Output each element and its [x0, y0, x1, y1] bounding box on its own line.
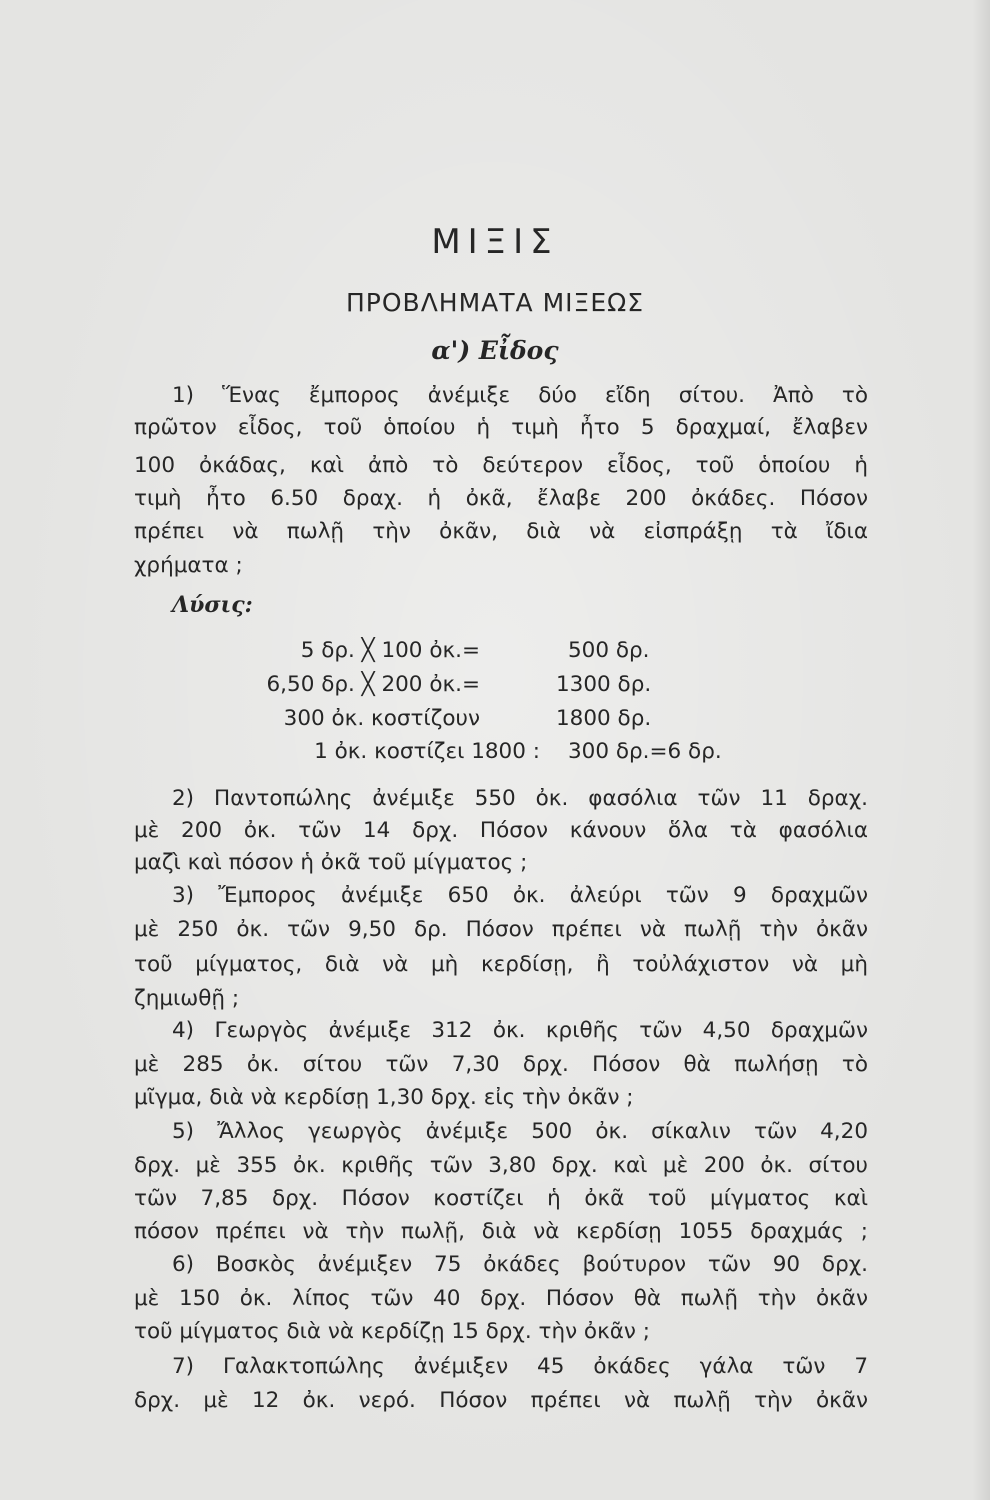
calc-left: 300 ὀκ. κοστίζουν [283, 706, 480, 731]
problem-line: τῶν 7,85 δρχ. Πόσον κοστίζει ἡ ὀκᾶ τοῦ μίγματος καὶ [134, 1186, 868, 1211]
problem-1-line: τιμὴ ἦτο 6.50 δραχ. ἡ ὀκᾶ, ἔλαβε 200 ὀκάδες. Πόσον [134, 486, 868, 511]
calc-right: 300 δρ.=6 δρ. [568, 739, 722, 764]
problem-1-line: πρέπει νὰ πωλῇ τὴν ὀκᾶν, διὰ νὰ εἰσπράξῃ τὰ ἴδια [134, 519, 868, 544]
calc-right: 1800 δρ. [556, 706, 652, 731]
problem-1-line: χρήματα ; [134, 553, 243, 578]
problem-line: 4) Γεωργὸς ἀνέμιξε 312 ὀκ. κριθῆς τῶν 4,50 δραχμῶν [172, 1018, 868, 1043]
page-subtitle: ΠΡΟΒΛΗΜΑΤΑ ΜΙΞΕΩΣ [345, 288, 645, 317]
problem-line: δρχ. μὲ 12 ὀκ. νερό. Πόσον πρέπει νὰ πωλῇ τὴν ὀκᾶν [134, 1388, 868, 1413]
problem-line: 3) Ἔμπορος ἀνέμιξε 650 ὀκ. ἀλεύρι τῶν 9 δραχμῶν [172, 883, 868, 908]
calc-left: 1 ὀκ. κοστίζει 1800 : [314, 739, 540, 764]
problem-line: μαζὶ καὶ πόσον ἡ ὀκᾶ τοῦ μίγματος ; [134, 850, 528, 875]
problem-line: 5) Ἄλλος γεωργὸς ἀνέμιξε 500 ὀκ. σίκαλιν τῶν 4,20 [172, 1119, 868, 1144]
problem-line: μὲ 250 ὀκ. τῶν 9,50 δρ. Πόσον πρέπει νὰ πωλῇ τὴν ὀκᾶν [134, 917, 868, 942]
problem-1-line: 100 ὀκάδας, καὶ ἀπὸ τὸ δεύτερον εἶδος, τοῦ ὁποίου ἡ [134, 453, 868, 478]
problem-line: μὲ 285 ὀκ. σίτου τῶν 7,30 δρχ. Πόσον θὰ πωλήσῃ τὸ [134, 1052, 868, 1077]
calc-left: 6,50 δρ. ╳ 200 ὀκ.= [266, 672, 480, 697]
calc-right: 500 δρ. [568, 638, 650, 663]
problem-line: μὲ 150 ὀκ. λίπος τῶν 40 δρχ. Πόσον θὰ πωλῇ τὴν ὀκᾶν [134, 1286, 868, 1311]
problem-line: τοῦ μίγματος διὰ νὰ κερδίζῃ 15 δρχ. τὴν ὀκᾶν ; [134, 1319, 651, 1344]
problem-line: 7) Γαλακτοπώλης ἀνέμιξεν 45 ὀκάδες γάλα τῶν 7 [172, 1354, 868, 1379]
section-heading: α') Εἶδος [431, 336, 559, 365]
problem-line: μὲ 200 ὀκ. τῶν 14 δρχ. Πόσον κάνουν ὅλα τὰ φασόλια [134, 818, 868, 843]
problem-1-line: 1) Ἕνας ἔμπορος ἀνέμιξε δύο εἴδη σίτου. Ἀπὸ τὸ [172, 383, 868, 408]
problem-line: τοῦ μίγματος, διὰ νὰ μὴ κερδίσῃ, ἢ τοὐλάχιστον νὰ μὴ [134, 952, 868, 977]
problem-line: ζημιωθῇ ; [134, 986, 240, 1011]
calc-right: 1300 δρ. [556, 672, 652, 697]
problem-1-line: πρῶτον εἶδος, τοῦ ὁποίου ἡ τιμὴ ἦτο 5 δραχμαί, ἔλαβεν [134, 415, 868, 440]
problem-line: 2) Παντοπώλης ἀνέμιξε 550 ὀκ. φασόλια τῶν 11 δραχ. [172, 786, 868, 811]
problem-line: πόσον πρέπει νὰ τὴν πωλῇ, διὰ νὰ κερδίσῃ 1055 δραχμάς ; [134, 1219, 868, 1244]
problem-line: 6) Βοσκὸς ἀνέμιξεν 75 ὀκάδες βούτυρον τῶν 90 δρχ. [172, 1252, 868, 1277]
page-title: ΜΙΞΙΣ [431, 222, 559, 262]
calc-left: 5 δρ. ╳ 100 ὀκ.= [300, 638, 480, 663]
problem-line: δρχ. μὲ 355 ὀκ. κριθῆς τῶν 3,80 δρχ. καὶ μὲ 200 ὀκ. σίτου [134, 1153, 868, 1178]
problem-line: μῖγμα, διὰ νὰ κερδίσῃ 1,30 δρχ. εἰς τὴν ὀκᾶν ; [134, 1085, 634, 1110]
solution-label: Λύσις: [172, 592, 253, 618]
